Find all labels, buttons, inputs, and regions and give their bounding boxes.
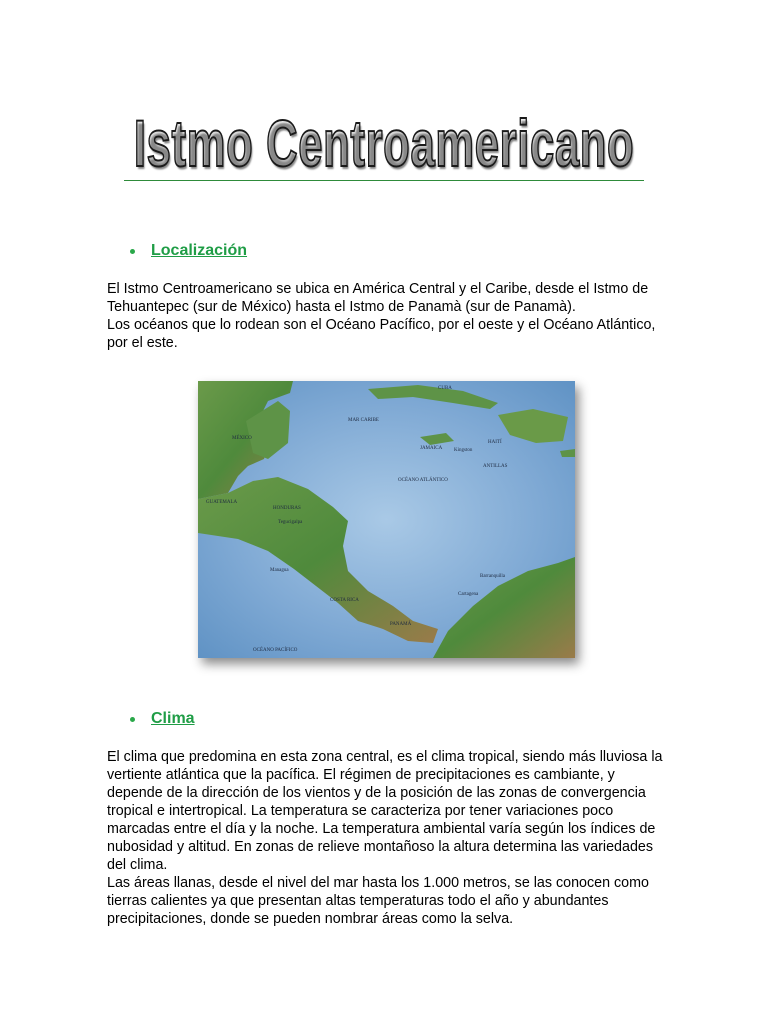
central-america-map bbox=[198, 381, 575, 658]
label-cartagena: Cartagena bbox=[458, 592, 479, 597]
label-managua: Managua bbox=[270, 568, 289, 573]
title-banner bbox=[124, 108, 644, 186]
label-kingston: Kingston bbox=[454, 448, 473, 453]
section-body-clima bbox=[107, 748, 667, 928]
document-title: Istmo Centroamericano bbox=[133, 106, 635, 180]
map-graphic bbox=[198, 381, 575, 658]
heading-text: Localización bbox=[151, 242, 248, 259]
label-oceano-atlantico: OCÉANO ATLÁNTICO bbox=[398, 478, 448, 483]
section-heading-clima bbox=[130, 710, 195, 728]
title-underline bbox=[124, 180, 644, 181]
label-panama: PANAMÁ bbox=[390, 622, 412, 627]
paragraph: Las áreas llanas, desde el nivel del mar hasta los 1.000 metros, se las conocen como tierras calientes ya que presentan altas temperaturas todo el año y abundantes precipitaciones, donde se pueden nombrar áreas como la selva. bbox=[107, 875, 649, 927]
label-guatemala: GUATEMALA bbox=[206, 500, 238, 505]
label-mar-caribe: MAR CARIBE bbox=[348, 418, 379, 423]
paragraph: Los océanos que lo rodean son el Océano Pacífico, por el oeste y el Océano Atlántico, por el este. bbox=[107, 317, 656, 351]
label-costa-rica: COSTA RICA bbox=[330, 598, 359, 603]
paragraph: El Istmo Centroamericano se ubica en América Central y el Caribe, desde el Istmo de Tehuantepec (sur de México) hasta el Istmo de Panamà (sur de Panamà). bbox=[107, 281, 649, 315]
paragraph: El clima que predomina en esta zona central, es el clima tropical, siendo más lluviosa la vertiente atlántica que la pacífica. El régimen de precipitaciones es cambiante, y depende de la dirección de los vientos y de la posición de las zonas de convergencia tropical e intertropical. La temperatura se caracteriza por tener variaciones poco marcadas entre el día y la noche. La temperatura ambiental varía según los índices de nubosidad y altitud. En zonas de relieve montañoso la altura determina las variedades del clima. bbox=[107, 749, 663, 873]
label-jamaica: JAMAICA bbox=[420, 446, 443, 451]
label-antillas: ANTILLAS bbox=[483, 464, 508, 469]
label-barranquilla: Barranquilla bbox=[480, 574, 505, 579]
label-cuba: CUBA bbox=[438, 386, 452, 391]
label-mexico: MÉXICO bbox=[232, 436, 252, 441]
section-heading-localizacion bbox=[130, 242, 247, 260]
label-honduras: HONDURAS bbox=[273, 506, 301, 511]
label-tegucigalpa: Tegucigalpa bbox=[278, 520, 303, 525]
heading-text: Clima bbox=[151, 710, 195, 727]
label-haiti: HAITÍ bbox=[488, 440, 502, 445]
label-oceano-pacifico: OCÉANO PACÍFICO bbox=[253, 648, 298, 653]
bullet-icon bbox=[130, 717, 135, 722]
bullet-icon bbox=[130, 249, 135, 254]
section-body-localizacion bbox=[107, 280, 667, 352]
